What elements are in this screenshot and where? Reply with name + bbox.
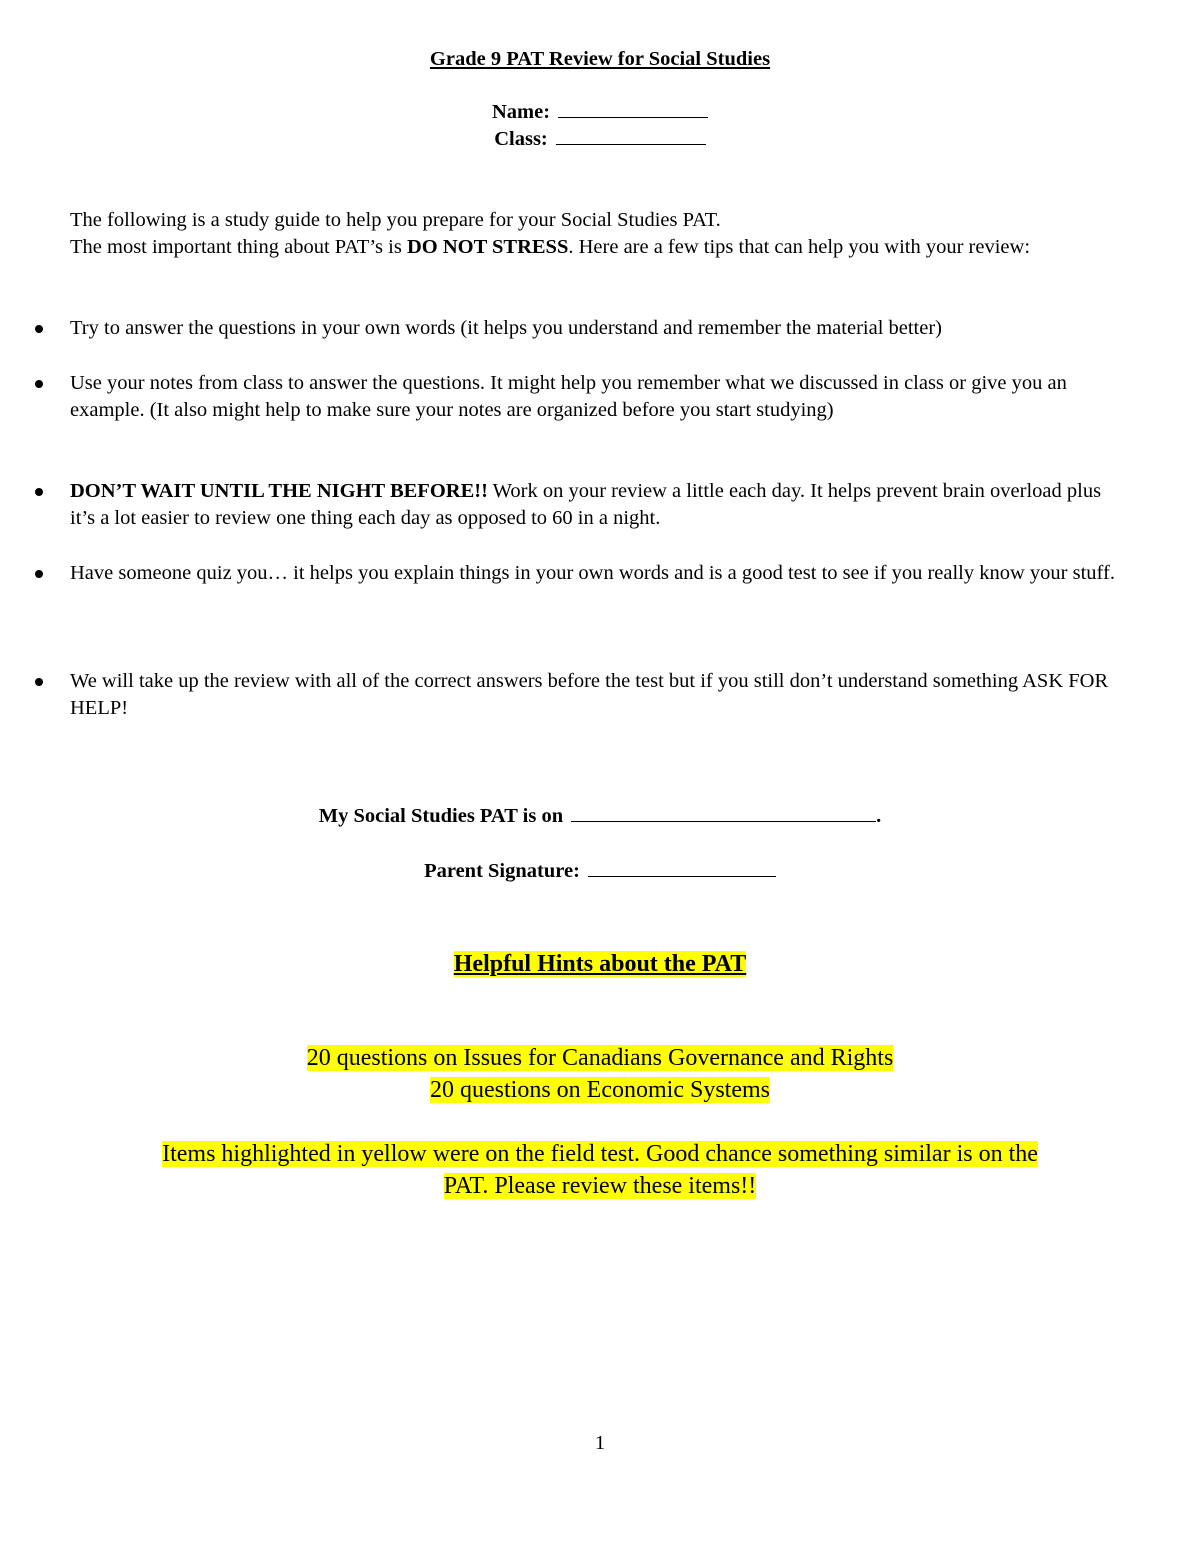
field-test-line-1 xyxy=(0,1138,1200,1170)
page-number: 1 xyxy=(594,1432,606,1454)
intro-emphasis: DO NOT STRESS xyxy=(406,236,569,258)
name-blank[interactable] xyxy=(558,99,708,118)
list-item-emphasis: DON’T WAIT UNTIL THE NIGHT BEFORE!! xyxy=(70,480,488,502)
pat-date-field xyxy=(0,803,1200,830)
intro-line-2 xyxy=(70,234,1140,261)
intro-text-end: . Here are a few tips that can help you with your review: xyxy=(568,236,1031,258)
pat-date-period: . xyxy=(876,805,882,827)
pat-date-blank[interactable] xyxy=(571,803,876,822)
list-item xyxy=(70,668,1130,722)
list-item xyxy=(70,560,1130,587)
signature-field xyxy=(0,858,1200,885)
list-item-text: Have someone quiz you… it helps you explain things in your own words and is a good test to see if you really know your stuff. xyxy=(70,562,1115,584)
field-test-line-2 xyxy=(0,1170,1200,1202)
list-item xyxy=(70,315,1130,342)
list-item-text: We will take up the review with all of the correct answers before the test but if you still don’t understand something ASK FOR HELP! xyxy=(70,670,1109,719)
field-test-text: PAT. Please review these items!! xyxy=(443,1173,757,1199)
list-item-text: Work on your review a little each day. It helps prevent brain overload plus it’s a lot easier to review one thing each day as opposed to 60 in a night. xyxy=(70,480,1102,529)
hints-heading-text: Helpful Hints about the PAT xyxy=(453,951,747,977)
class-label: Class: xyxy=(494,128,548,150)
list-item xyxy=(70,478,1130,532)
field-test-text: Items highlighted in yellow were on the field test. Good chance something similar is on the xyxy=(162,1141,1038,1167)
page-title: Grade 9 PAT Review for Social Studies xyxy=(429,48,771,70)
bullet-icon xyxy=(35,678,43,686)
signature-blank[interactable] xyxy=(588,858,776,877)
intro-text: The most important thing about PAT’s is xyxy=(70,236,407,258)
list-item-text: Try to answer the questions in your own words (it helps you understand and remember the material better) xyxy=(70,317,943,339)
intro-paragraph xyxy=(70,207,1140,261)
name-label: Name: xyxy=(491,101,551,123)
hints-heading xyxy=(0,948,1200,980)
pat-date-label: My Social Studies PAT is on xyxy=(318,805,564,827)
hint-text: 20 questions on Issues for Canadians Governance and Rights xyxy=(306,1045,894,1071)
bullet-icon xyxy=(35,488,43,496)
list-item-text: Use your notes from class to answer the questions. It might help you remember what we discussed in class or give you an example. (It also might help to make sure your notes are organized before you start studying) xyxy=(70,372,1067,421)
name-field xyxy=(0,99,1200,126)
class-field xyxy=(0,126,1200,153)
signature-label: Parent Signature: xyxy=(424,860,580,882)
hint-text: 20 questions on Economic Systems xyxy=(430,1077,770,1103)
hint-line-1 xyxy=(0,1042,1200,1074)
intro-line-1: The following is a study guide to help you prepare for your Social Studies PAT. xyxy=(70,209,721,231)
list-item xyxy=(70,370,1130,424)
class-blank[interactable] xyxy=(556,126,706,145)
bullet-icon xyxy=(35,570,43,578)
bullet-icon xyxy=(35,380,43,388)
hint-line-2 xyxy=(0,1074,1200,1106)
bullet-icon xyxy=(35,325,43,333)
